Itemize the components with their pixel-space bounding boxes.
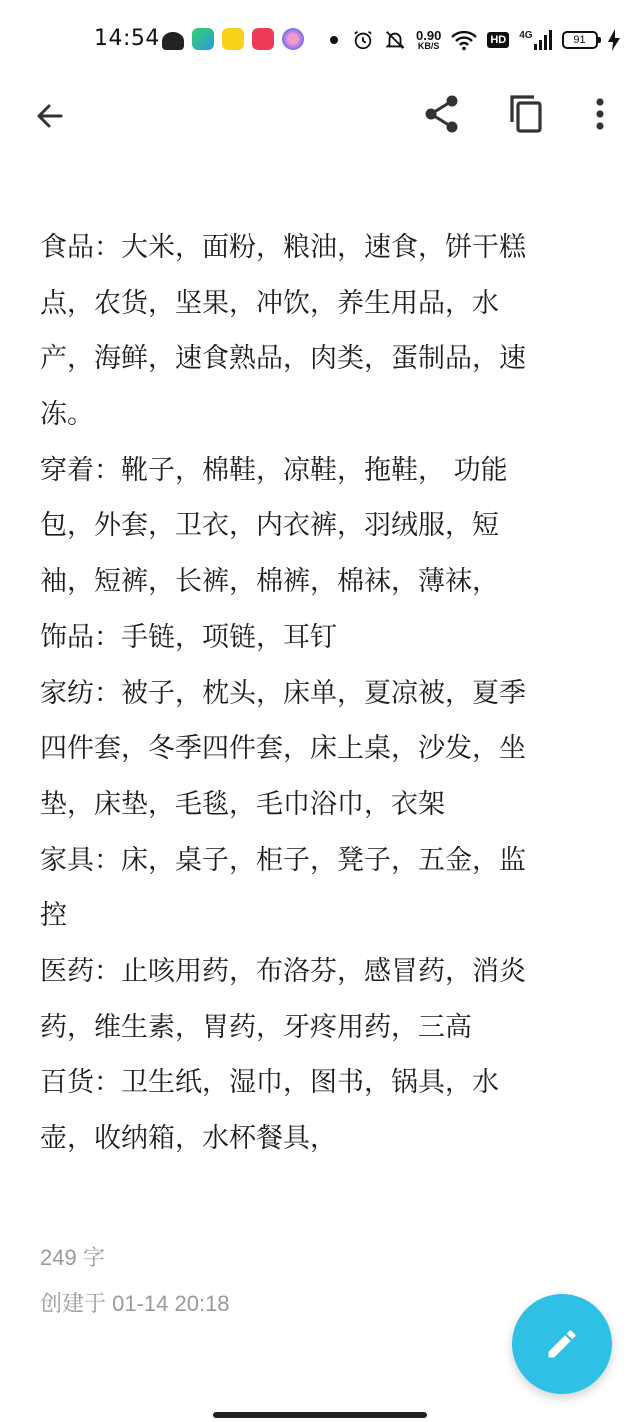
network-speed-value: 0.90 (416, 28, 442, 43)
network-speed (416, 29, 441, 51)
note-line: 冻。 (40, 399, 94, 431)
battery-icon (562, 31, 598, 49)
share-button[interactable] (420, 92, 464, 136)
cat-app-icon (282, 28, 304, 50)
note-line: 四件套，冬季四件套，床上桌，沙发，坐 (40, 733, 526, 765)
more-options-button[interactable] (580, 92, 620, 136)
note-line: 穿着：靴子，棉鞋，凉鞋，拖鞋， 功能 (40, 454, 508, 486)
signal-type-label: 4G (519, 30, 533, 41)
signal-icon (519, 30, 551, 50)
edit-note-button[interactable] (512, 1294, 612, 1394)
copy-button[interactable] (504, 92, 548, 136)
app-bar (0, 80, 640, 150)
charging-bolt-icon (608, 29, 620, 51)
status-bar (0, 0, 640, 80)
yellow-app-icon (222, 28, 244, 50)
network-speed-unit: KB/S (417, 41, 440, 51)
home-indicator[interactable] (213, 1412, 427, 1418)
note-line: 垫，床垫，毛毯，毛巾浴巾，衣架 (40, 788, 445, 820)
status-indicators (352, 24, 620, 56)
back-button[interactable] (28, 94, 72, 138)
note-line: 袖，短裤，长裤，棉裤，棉袜，薄袜， (40, 566, 499, 598)
more-vert-icon (595, 98, 605, 130)
note-line: 食品：大米，面粉，粮油，速食，饼干糕 (40, 232, 526, 263)
note-line: 家具：床，桌子，柜子，凳子，五金，监 (40, 844, 526, 876)
hd-voice-badge: HD (487, 32, 509, 48)
video-app-icon (252, 28, 274, 50)
arrow-left-icon (34, 100, 66, 132)
iqiyi-app-icon (192, 28, 214, 50)
note-line: 医药：止咳用药，布洛芬，感冒药，消炎 (40, 955, 526, 987)
note-line: 包，外套，卫衣，内衣裤，羽绒服，短 (40, 510, 499, 542)
note-line: 点，农货，坚果，冲饮，养生用品，水 (40, 287, 499, 319)
battery-level: 91 (573, 34, 586, 46)
note-line: 饰品：手链，项链，耳钉 (40, 621, 337, 653)
alarm-icon (352, 29, 374, 51)
note-line: 壶，收纳箱，水杯餐具， (40, 1123, 337, 1154)
created-time: 创建于 01-14 20:18 (40, 1291, 230, 1316)
word-count: 249 字 (40, 1245, 105, 1270)
note-line: 药，维生素，胃药，牙疼用药，三高 (40, 1011, 472, 1043)
share-icon (424, 95, 460, 133)
note-content[interactable] (40, 220, 600, 1167)
mute-bell-icon (384, 29, 406, 51)
status-time: 14:54 (94, 26, 160, 51)
wifi-icon (451, 29, 477, 51)
more-notifications-dot-icon (330, 36, 338, 44)
notification-icons (162, 28, 304, 50)
note-line: 产，海鲜，速食熟品，肉类，蛋制品，速 (40, 343, 526, 375)
note-line: 控 (40, 900, 67, 932)
note-line: 百货：卫生纸，湿巾，图书，锅具，水 (40, 1067, 499, 1099)
note-meta (40, 1240, 230, 1332)
copy-icon (508, 94, 544, 134)
note-line: 家纺：被子，枕头，床单，夏凉被，夏季 (40, 677, 526, 709)
pencil-icon (544, 1326, 580, 1362)
android-app-icon (162, 32, 184, 50)
